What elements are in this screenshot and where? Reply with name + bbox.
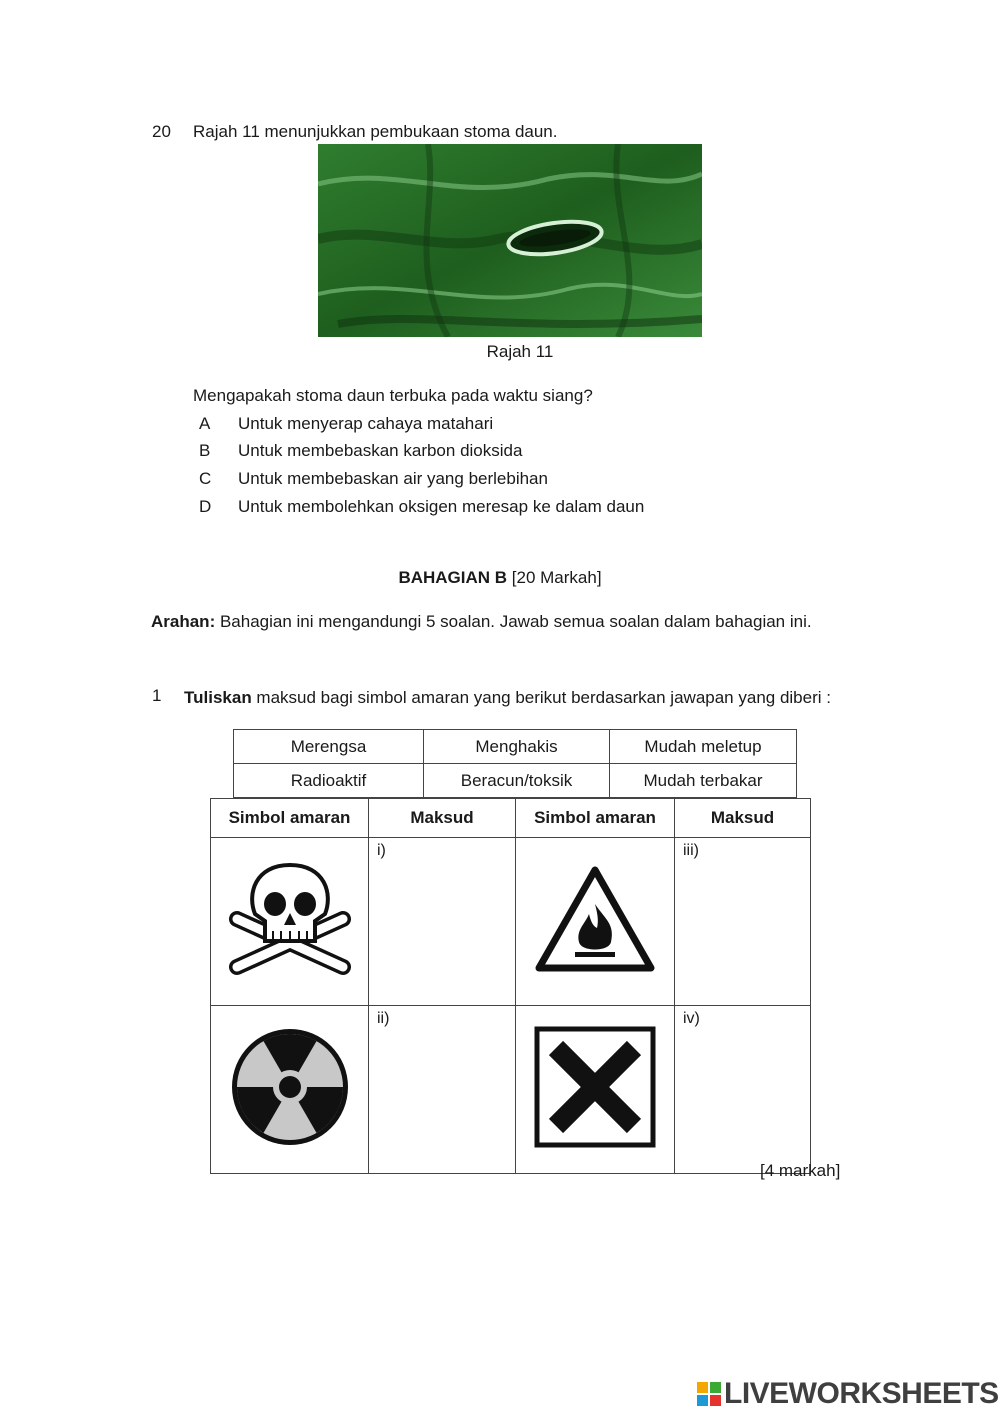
question-20-text: Rajah 11 menunjukkan pembukaan stoma daun.: [193, 122, 558, 141]
label-i: i): [377, 842, 386, 859]
figure-caption: Rajah 11: [486, 342, 554, 361]
answer-option[interactable]: Radioaktif: [234, 764, 424, 798]
header-meaning: Maksud: [675, 799, 811, 838]
question-1-marks: [4 markah]: [760, 1161, 841, 1180]
liveworksheets-logo: LIVEWORKSHEETS: [697, 1377, 999, 1411]
answer-option[interactable]: Menghakis: [424, 730, 610, 764]
option-b[interactable]: B Untuk membebaskan karbon dioksida: [199, 441, 523, 460]
skull-crossbones-icon: [225, 859, 355, 979]
symbol-cell: [211, 1006, 369, 1174]
warning-symbols-table: [210, 798, 811, 1174]
label-iv: iv): [683, 1010, 700, 1027]
stoma-image: [318, 144, 702, 337]
answer-option[interactable]: Mudah meletup: [610, 730, 797, 764]
harmful-x-icon: [534, 1026, 656, 1148]
header-meaning: Maksud: [369, 799, 516, 838]
symbol-cell: [516, 838, 675, 1006]
answer-cell-iii[interactable]: [675, 838, 811, 1006]
option-a[interactable]: A Untuk menyerap cahaya matahari: [199, 414, 494, 433]
radioactive-icon: [228, 1025, 352, 1149]
label-iii: iii): [683, 842, 699, 859]
symbol-cell: [516, 1006, 675, 1174]
header-symbol: Simbol amaran: [516, 799, 675, 838]
answer-option[interactable]: Beracun/toksik: [424, 764, 610, 798]
section-title: BAHAGIAN B [20 Markah]: [398, 568, 602, 587]
answer-options-table: [233, 729, 797, 798]
option-d[interactable]: D Untuk membolehkan oksigen meresap ke dalam daun: [199, 497, 645, 516]
flammable-icon: [533, 864, 657, 974]
header-symbol: Simbol amaran: [211, 799, 369, 838]
section-instruction: Arahan: Bahagian ini mengandungi 5 soalan. Jawab semua soalan dalam bahagian ini.: [151, 612, 812, 631]
answer-option[interactable]: Mudah terbakar: [610, 764, 797, 798]
question-20-prompt: Mengapakah stoma daun terbuka pada waktu siang?: [193, 386, 593, 405]
answer-cell-iv[interactable]: [675, 1006, 811, 1174]
answer-cell-ii[interactable]: [369, 1006, 516, 1174]
label-ii: ii): [377, 1010, 390, 1027]
question-20-number: 20: [152, 122, 171, 141]
option-c[interactable]: C Untuk membebaskan air yang berlebihan: [199, 469, 548, 488]
question-1-number: 1: [152, 686, 162, 705]
answer-cell-i[interactable]: [369, 838, 516, 1006]
symbol-cell: [211, 838, 369, 1006]
logo-icon: [697, 1382, 721, 1406]
question-1-text: Tuliskan maksud bagi simbol amaran yang berikut berdasarkan jawapan yang diberi :: [184, 688, 831, 707]
answer-option[interactable]: Merengsa: [234, 730, 424, 764]
